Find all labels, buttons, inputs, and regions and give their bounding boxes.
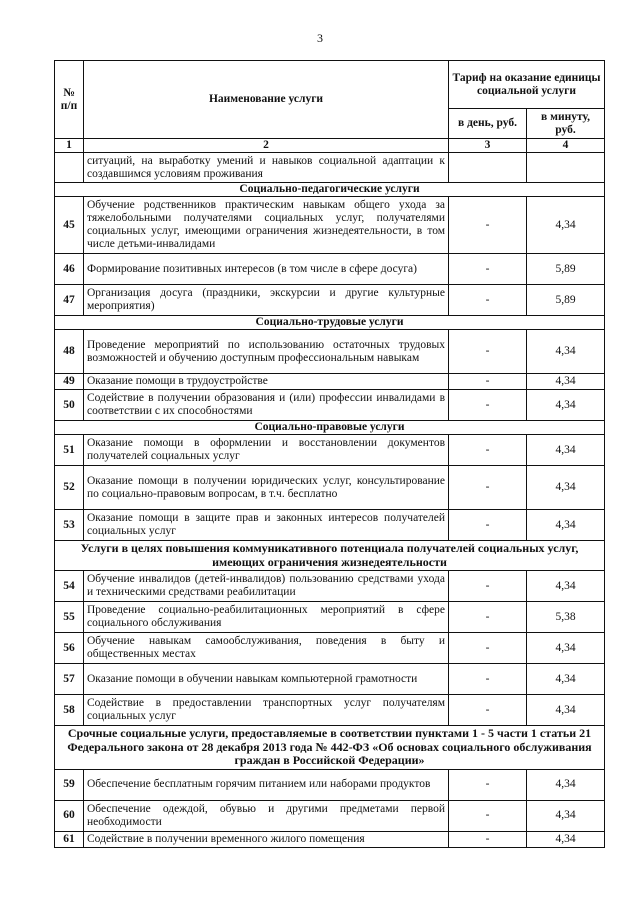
service-name: Содействие в получении образования и (или) профессии инвалидами в соответствии с их способностями xyxy=(84,390,449,421)
tariff-per-day: - xyxy=(449,197,527,254)
tariff-per-day: - xyxy=(449,374,527,390)
row-number: 55 xyxy=(55,602,84,633)
row-number: 52 xyxy=(55,466,84,510)
header-num: № п/п xyxy=(55,61,84,139)
tariff-per-minute: 4,34 xyxy=(527,800,605,831)
service-name: Оказание помощи в получении юридических услуг, консультирование по социально-правовым вопросам, в т.ч. бесплатно xyxy=(84,466,449,510)
table-row xyxy=(55,466,605,510)
table-row xyxy=(55,435,605,466)
page-number: 3 xyxy=(317,31,323,45)
tariff-per-day: - xyxy=(449,510,527,541)
table-row xyxy=(55,254,605,285)
row-number: 45 xyxy=(55,197,84,254)
tariff-per-minute: 4,34 xyxy=(527,769,605,800)
service-name: Обеспечение одеждой, обувью и другими предметами первой необходимости xyxy=(84,800,449,831)
tariff-per-minute: 4,34 xyxy=(527,466,605,510)
service-name: Обучение инвалидов (детей-инвалидов) пользованию средствами ухода и техническими средствами реабилитации xyxy=(84,571,449,602)
header-per-minute: в минуту, руб. xyxy=(527,109,605,139)
tariff-per-minute: 5,38 xyxy=(527,602,605,633)
section-header xyxy=(55,421,605,435)
service-name: Оказание помощи в защите прав и законных интересов получателей социальных услуг xyxy=(84,510,449,541)
tariff-per-minute: 4,34 xyxy=(527,510,605,541)
row-number: 61 xyxy=(55,831,84,847)
tariff-per-minute: 4,34 xyxy=(527,695,605,726)
tariff-per-minute: 4,34 xyxy=(527,633,605,664)
tariff-per-minute: 5,89 xyxy=(527,285,605,316)
table-row xyxy=(55,330,605,374)
column-index: 4 xyxy=(527,139,605,153)
table-row xyxy=(55,374,605,390)
service-name: Организация досуга (праздники, экскурсии и другие культурные мероприятия) xyxy=(84,285,449,316)
column-index-row xyxy=(55,139,605,153)
service-name: Содействие в получении временного жилого помещения xyxy=(84,831,449,847)
header-per-day: в день, руб. xyxy=(449,109,527,139)
row-number: 46 xyxy=(55,254,84,285)
row-number: 47 xyxy=(55,285,84,316)
section-title: Социально-трудовые услуги xyxy=(55,316,605,330)
tariff-per-day: - xyxy=(449,466,527,510)
column-index: 1 xyxy=(55,139,84,153)
tariff-per-minute: 4,34 xyxy=(527,197,605,254)
tariff-per-day xyxy=(449,153,527,183)
service-name: Обучение навыкам самообслуживания, поведения в быту и общественных местах xyxy=(84,633,449,664)
tariff-per-day: - xyxy=(449,285,527,316)
tariff-per-minute xyxy=(527,153,605,183)
service-name: Оказание помощи в трудоустройстве xyxy=(84,374,449,390)
continuation-row xyxy=(55,153,605,183)
column-index: 3 xyxy=(449,139,527,153)
tariff-per-minute: 4,34 xyxy=(527,571,605,602)
table-row xyxy=(55,602,605,633)
service-name: ситуаций, на выработку умений и навыков социальной адаптации к создавшимся условиям проживания xyxy=(84,153,449,183)
row-number: 50 xyxy=(55,390,84,421)
tariff-per-minute: 4,34 xyxy=(527,831,605,847)
tariff-per-day: - xyxy=(449,602,527,633)
tariff-per-minute: 5,89 xyxy=(527,254,605,285)
row-number: 48 xyxy=(55,330,84,374)
section-header xyxy=(55,183,605,197)
tariff-per-day: - xyxy=(449,254,527,285)
row-number: 57 xyxy=(55,664,84,695)
row-number: 58 xyxy=(55,695,84,726)
tariff-per-day: - xyxy=(449,633,527,664)
row-number: 49 xyxy=(55,374,84,390)
row-number: 60 xyxy=(55,800,84,831)
table-row xyxy=(55,571,605,602)
tariff-per-minute: 4,34 xyxy=(527,330,605,374)
tariff-per-minute: 4,34 xyxy=(527,435,605,466)
section-title: Услуги в целях повышения коммуникативного потенциала получателей социальных услуг, имеющих ограничения жизнедеятельности xyxy=(55,541,605,571)
tariff-per-minute: 4,34 xyxy=(527,664,605,695)
section-header xyxy=(55,541,605,571)
row-number: 59 xyxy=(55,769,84,800)
service-name: Формирование позитивных интересов (в том числе в сфере досуга) xyxy=(84,254,449,285)
section-title: Социально-правовые услуги xyxy=(55,421,605,435)
tariff-per-day: - xyxy=(449,571,527,602)
row-number: 51 xyxy=(55,435,84,466)
row-number xyxy=(55,153,84,183)
row-number: 54 xyxy=(55,571,84,602)
tariff-per-day: - xyxy=(449,435,527,466)
tariff-per-day: - xyxy=(449,831,527,847)
tariff-per-day: - xyxy=(449,664,527,695)
table-row xyxy=(55,285,605,316)
tariff-per-minute: 4,34 xyxy=(527,390,605,421)
tariff-table xyxy=(54,60,605,848)
tariff-per-day: - xyxy=(449,390,527,421)
service-name: Оказание помощи в оформлении и восстановлении документов получателей социальных услуг xyxy=(84,435,449,466)
header-tariff: Тариф на оказание единицы социальной услуги xyxy=(449,61,605,109)
section-header xyxy=(55,726,605,770)
table-row xyxy=(55,695,605,726)
section-title: Срочные социальные услуги, предоставляемые в соответствии пунктами 1 - 5 части 1 статьи 21 Федерального закона от 28 декабря 2013 года № 442-ФЗ «Об основах социального обслуживания граждан в Российской Федерации» xyxy=(55,726,605,770)
service-name: Оказание помощи в обучении навыкам компьютерной грамотности xyxy=(84,664,449,695)
tariff-per-day: - xyxy=(449,695,527,726)
table-row xyxy=(55,831,605,847)
service-name: Обеспечение бесплатным горячим питанием или наборами продуктов xyxy=(84,769,449,800)
table-row xyxy=(55,633,605,664)
service-name: Обучение родственников практическим навыкам общего ухода за тяжелобольными получателями социальных услуг, получателями социальных услуг, имеющими ограничения жизнедеятельности, в том числе детьми-инвалидами xyxy=(84,197,449,254)
service-name: Содействие в предоставлении транспортных услуг получателям социальных услуг xyxy=(84,695,449,726)
table-row xyxy=(55,197,605,254)
row-number: 56 xyxy=(55,633,84,664)
section-header xyxy=(55,316,605,330)
table-row xyxy=(55,390,605,421)
service-name: Проведение социально-реабилитационных мероприятий в сфере социального обслуживания xyxy=(84,602,449,633)
table-row xyxy=(55,800,605,831)
tariff-per-day: - xyxy=(449,330,527,374)
tariff-per-day: - xyxy=(449,800,527,831)
table-row xyxy=(55,510,605,541)
tariff-per-day: - xyxy=(449,769,527,800)
table-row xyxy=(55,769,605,800)
table-row xyxy=(55,664,605,695)
section-title: Социально-педагогические услуги xyxy=(55,183,605,197)
column-index: 2 xyxy=(84,139,449,153)
header-name: Наименование услуги xyxy=(84,61,449,139)
tariff-per-minute: 4,34 xyxy=(527,374,605,390)
service-name: Проведение мероприятий по использованию остаточных трудовых возможностей и обучению доступным профессиональным навыкам xyxy=(84,330,449,374)
row-number: 53 xyxy=(55,510,84,541)
